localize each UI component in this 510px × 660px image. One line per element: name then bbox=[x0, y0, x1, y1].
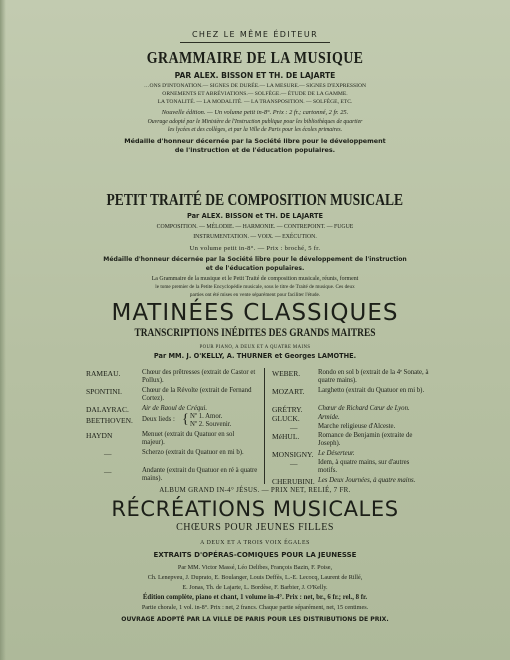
grammaire-topic-2: ORNEMENTS ET ABRÉVIATIONS.— SOLFÈGE.— ÉTUDE DE LA GAMME. bbox=[162, 91, 348, 97]
petit-traite-note-1: La Grammaire de la musique et le Petit Traité de composition musicale, réunis, forment bbox=[151, 276, 359, 282]
composer-weber: WEBER. bbox=[272, 369, 301, 378]
grammaire-topic-3: LA TONALITÉ. — LA MODALITÉ. — LA TRANSPOSITION. — SOLFÈGE, ETC. bbox=[157, 99, 353, 105]
composer-haydn-dash-2: — bbox=[104, 467, 112, 476]
petit-traite-topic-2: INSTRUMENTATION. — VOIX. — EXÉCUTION. bbox=[193, 234, 317, 240]
recreations-title-wrap bbox=[0, 497, 510, 521]
composer-gluck-dash: — bbox=[290, 423, 298, 432]
petit-traite-edition: Un volume petit in-8°. — Prix : broché, 5 fr. bbox=[189, 245, 321, 252]
beethoven-lied-1: Nº 1. Amor. bbox=[190, 413, 223, 420]
composer-beethoven: BEETHOVEN. bbox=[86, 416, 133, 425]
piece-haydn-scherzo: Scherzo (extrait du Quatuor en mi b). bbox=[142, 449, 244, 456]
grammaire-medal-1: Médaille d'honneur décernée par la Société libre pour le développement bbox=[124, 137, 386, 145]
recreations-authors-2: Ch. Lenepveu, J. Duprato, E. Boulanger, Louis Deffès, L.-E. Lecocq, Laurent de Rillé, bbox=[147, 574, 363, 581]
composer-mozart: MOZART. bbox=[272, 387, 305, 396]
matinees-instruments: POUR PIANO, A DEUX ET A QUATRE MAINS bbox=[199, 345, 311, 350]
piece-gluck-armide: Armide. bbox=[318, 414, 340, 421]
matinees-title-wrap bbox=[0, 300, 510, 326]
recreations-edition-complete: Édition complète, piano et chant, 1 volume in-4°. Prix : net, br., 6 fr.; rel., 8 fr. bbox=[142, 594, 368, 601]
matinees-album-price: ALBUM GRAND IN-4° JÉSUS. — PRIX NET, RELIÉ, 7 FR. bbox=[159, 486, 351, 494]
grammaire-topic-1: …ONS D'INTONATION.— SIGNES DE DURÉE.— LA MESURE.— SIGNES D'EXPRESSION bbox=[143, 83, 367, 89]
grammaire-authors: PAR ALEX. BISSON ET TH. DE LAJARTE bbox=[174, 71, 336, 80]
piece-beethoven: Deux lieds : bbox=[142, 416, 175, 423]
piece-cherubini: Les Deux Journées, à quatre mains. bbox=[318, 477, 416, 484]
piece-haydn-menuet: Menuet (extrait du Quatuor en sol majeur). bbox=[142, 431, 235, 447]
matinees-title: MATINÉES CLASSIQUES bbox=[111, 300, 399, 326]
grammaire-medal-2: de l'instruction et de l'éducation populaires. bbox=[174, 146, 336, 154]
recreations-title: RÉCRÉATIONS MUSICALES bbox=[111, 497, 399, 521]
petit-traite-medal-1: Médaille d'honneur décernée par la Société libre pour le développement de l'instruction bbox=[103, 256, 407, 263]
beethoven-lied-2: Nº 2. Souvenir. bbox=[190, 421, 232, 428]
column-divider bbox=[264, 368, 265, 484]
piece-haydn-andante: Andante (extrait du Quatuor en ré à quatre mains). bbox=[142, 467, 258, 483]
petit-traite-medal-2: et de l'éducation populaires. bbox=[205, 265, 305, 272]
composer-dalayrac: DALAYRAC. bbox=[86, 405, 129, 414]
grammaire-adoption-2: les lycées et des collèges, et par la Ville de Paris pour les écoles primaires. bbox=[167, 127, 343, 133]
piece-weber: Rondo en sol b (extrait de la 4ᵉ Sonate, à quatre mains). bbox=[318, 369, 429, 385]
publisher-header: CHEZ LE MÊME ÉDITEUR bbox=[191, 30, 319, 39]
recreations-adoption: OUVRAGE ADOPTÉ PAR LA VILLE DE PARIS POUR LES DISTRIBUTIONS DE PRIX. bbox=[121, 616, 389, 623]
petit-traite-note-3: parties ont été mises en vente séparément pour faciliter l'étude. bbox=[189, 292, 321, 298]
piece-monsigny-idem: Idem, à quatre mains, sur d'autres motifs. bbox=[318, 459, 410, 475]
petit-traite-note-2: le tome premier de la Petite Encyclopédie musicale, sous le titre de Traité de musique. Ces deux bbox=[155, 284, 355, 290]
matinees-subtitle: TRANSCRIPTIONS INÉDITES DES GRANDS MAITRES bbox=[134, 327, 376, 339]
grammaire-title-wrap bbox=[0, 48, 510, 68]
composer-haydn: HAYDN bbox=[86, 431, 113, 440]
recreations-subtitle: CHŒURS POUR JEUNES FILLES bbox=[176, 522, 334, 533]
composer-spontini: SPONTINI. bbox=[86, 387, 123, 396]
recreations-authors-1: Par MM. Victor Massé, Léo Delibes, François Bazin, F. Poise, bbox=[177, 564, 333, 571]
composer-monsigny-dash: — bbox=[290, 459, 298, 468]
piece-gluck-marche: Marche religieuse d'Alceste. bbox=[318, 423, 396, 430]
matinees-subtitle-wrap bbox=[0, 327, 510, 339]
composer-rameau: RAMEAU. bbox=[86, 369, 121, 378]
recreations-extracts: EXTRAITS D'OPÉRAS-COMIQUES POUR LA JEUNESSE bbox=[153, 551, 357, 559]
brace-icon: { bbox=[182, 412, 189, 427]
piece-dalayrac: Air de Raoul de Créqui. bbox=[142, 405, 208, 412]
composer-gretry: GRÉTRY. bbox=[272, 405, 303, 414]
grammaire-title: GRAMMAIRE DE LA MUSIQUE bbox=[146, 48, 364, 67]
composer-cherubini: CHERUBINI. bbox=[272, 477, 315, 486]
petit-traite-title: PETIT TRAITÉ DE COMPOSITION MUSICALE bbox=[106, 190, 404, 209]
recreations-partie-chorale: Partie chorale, 1 vol. in-8°. Prix : net, 2 francs. Chaque partie séparément, net, 15 centimes. bbox=[141, 604, 369, 611]
piece-gretry: Chœur de Richard Cœur de Lyon. bbox=[318, 405, 410, 412]
petit-traite-topic-1: COMPOSITION. — MÉLODIE. — HARMONIE. — CONTREPOINT. — FUGUE bbox=[156, 224, 354, 230]
piece-monsigny: Le Déserteur. bbox=[318, 450, 355, 457]
recreations-voices: A DEUX ET A TROIS VOIX ÉGALES bbox=[200, 540, 310, 546]
composer-haydn-dash-1: — bbox=[104, 449, 112, 458]
matinees-authors: Par MM. J. O'KELLY, A. THURNER et Georges LAMOTHE. bbox=[153, 352, 357, 360]
recreations-authors-3: E. Jonas, Th. de Lajarte, L. Bordèse, F. Barbier, J. O'Kelly. bbox=[182, 584, 328, 591]
header-rule bbox=[180, 42, 330, 43]
grammaire-edition: Nouvelle édition. — Un volume petit in-8°. Prix : 2 fr.; cartonné, 2 fr. 25. bbox=[161, 109, 349, 116]
composer-gluck: GLUCK. bbox=[272, 414, 300, 423]
petit-traite-authors: Par ALEX. BISSON et TH. DE LAJARTE bbox=[186, 212, 324, 220]
grammaire-adoption-1: Ouvrage adopté par le Ministère de l'Instruction publique pour les bibliothèques de quartier bbox=[147, 119, 363, 125]
piece-mehul: Romance de Benjamin (extraite de Joseph). bbox=[318, 432, 413, 448]
piece-spontini: Chœur de la Révolte (extrait de Fernand Cortez). bbox=[142, 387, 252, 403]
petit-traite-title-wrap bbox=[0, 190, 510, 210]
composer-mehul: MéHUL. bbox=[272, 432, 300, 441]
composer-monsigny: MONSIGNY. bbox=[272, 450, 314, 459]
piece-mozart: Larghetto (extrait du Quatuor en mi b). bbox=[318, 387, 425, 394]
piece-rameau: Chœur des prêtresses (extrait de Castor et Pollux). bbox=[142, 369, 256, 385]
